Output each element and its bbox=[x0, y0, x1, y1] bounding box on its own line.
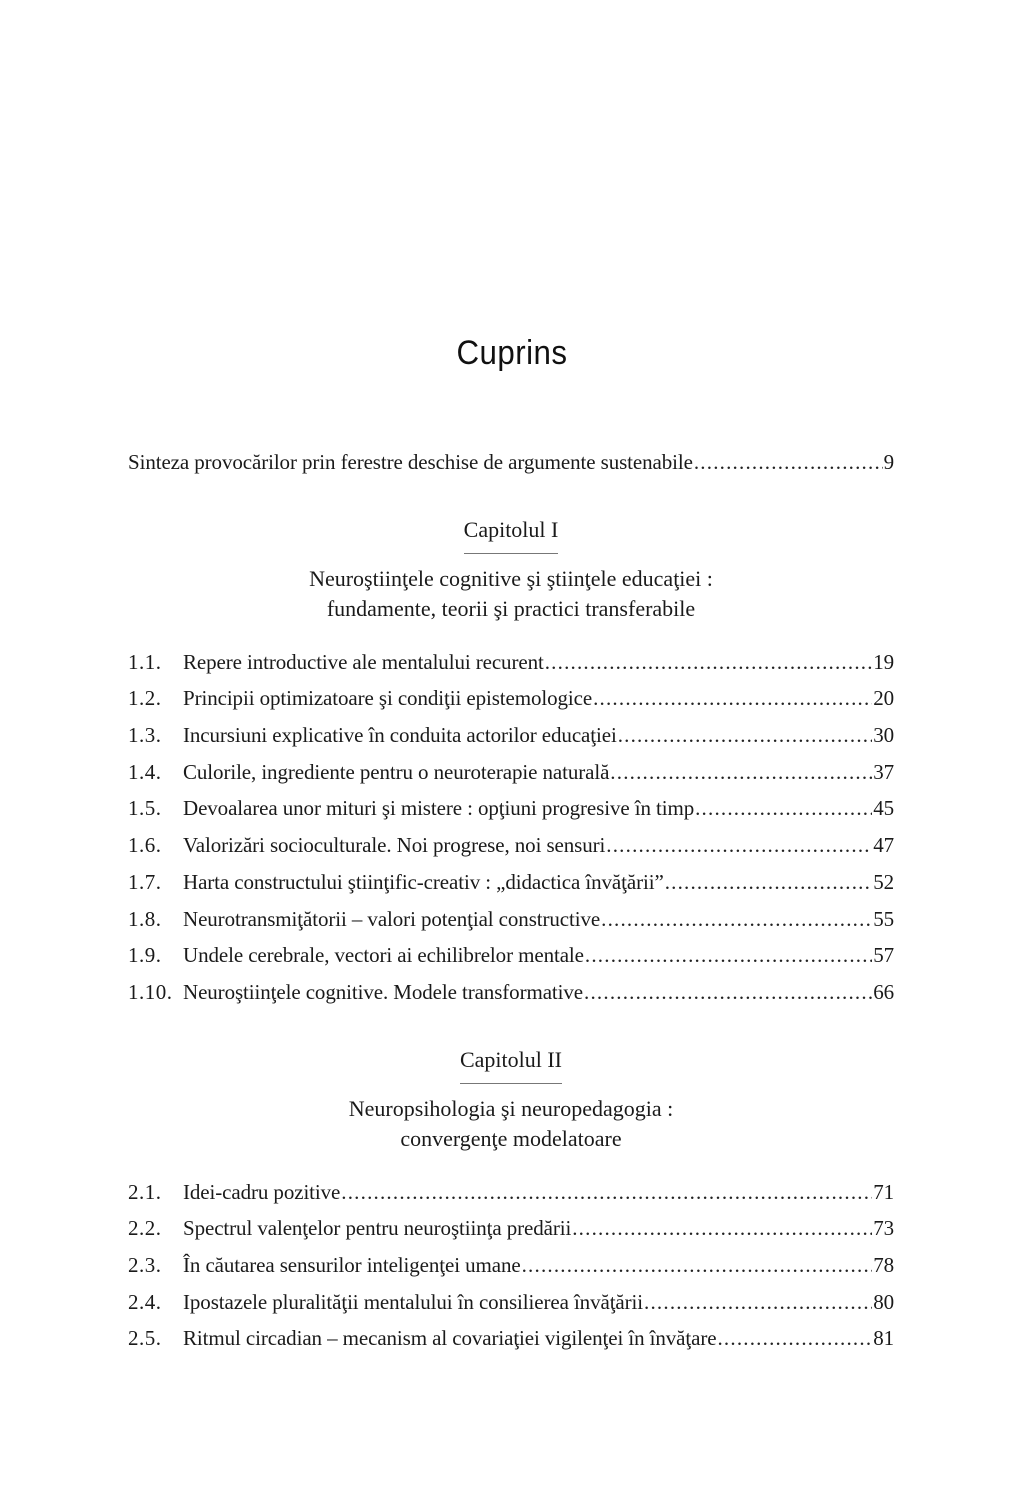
section-number: 1.10. bbox=[128, 979, 173, 1004]
toc-entry[interactable] bbox=[128, 680, 894, 717]
section-page-number: 73 bbox=[873, 1216, 894, 1241]
section-title: Undele cerebrale, vectori ai echilibrelor mentale bbox=[183, 943, 584, 968]
dot-leader bbox=[610, 754, 872, 791]
section-page-number: 78 bbox=[873, 1252, 894, 1277]
section-title: Neurotransmiţătorii – valori potenţial constructive bbox=[183, 906, 601, 931]
toc-entry[interactable] bbox=[128, 717, 894, 754]
section-page-number: 81 bbox=[873, 1326, 894, 1351]
dot-leader bbox=[572, 1210, 872, 1247]
entry-page-number: 9 bbox=[883, 450, 894, 474]
section-page-number: 57 bbox=[873, 943, 894, 968]
section-number: 1.3. bbox=[128, 723, 162, 748]
chapter-heading bbox=[128, 1045, 894, 1154]
dot-leader bbox=[593, 680, 872, 717]
section-list-chapter-2 bbox=[128, 1174, 894, 1357]
section-page-number: 30 bbox=[873, 723, 894, 748]
section-number: 1.1. bbox=[128, 649, 162, 674]
dot-leader bbox=[644, 1284, 872, 1321]
section-number: 1.6. bbox=[128, 833, 162, 858]
section-number: 2.2. bbox=[128, 1216, 162, 1241]
section-title: Neuroştiinţele cognitive. Modele transformative bbox=[183, 979, 584, 1004]
section-number: 1.2. bbox=[128, 686, 162, 711]
section-page-number: 19 bbox=[873, 649, 894, 674]
chapter-label: Capitolul I bbox=[464, 515, 559, 554]
section-page-number: 55 bbox=[873, 906, 894, 931]
section-number: 2.3. bbox=[128, 1252, 162, 1277]
chapter-title-line2: convergenţe modelatoare bbox=[400, 1125, 622, 1151]
section-title: Principii optimizatoare şi condiţii epistemologice bbox=[183, 686, 593, 711]
section-title: Spectrul valenţelor pentru neuroştiinţa predării bbox=[183, 1216, 572, 1241]
page-title: Cuprins bbox=[456, 334, 568, 372]
section-title: În căutarea sensurilor inteligenţei umane bbox=[183, 1252, 521, 1277]
dot-leader bbox=[585, 937, 872, 974]
chapter-title-line1: Neuroştiinţele cognitive şi ştiinţele educaţiei : bbox=[309, 565, 713, 591]
toc-entry-intro[interactable] bbox=[128, 444, 894, 481]
dot-leader bbox=[695, 790, 872, 827]
toc-entry[interactable] bbox=[128, 1247, 894, 1284]
toc-entry[interactable] bbox=[128, 1210, 894, 1247]
toc-entry[interactable] bbox=[128, 827, 894, 864]
section-page-number: 47 bbox=[873, 833, 894, 858]
dot-leader bbox=[717, 1320, 872, 1357]
toc-entry[interactable] bbox=[128, 1320, 894, 1357]
section-page-number: 20 bbox=[873, 686, 894, 711]
table-of-contents bbox=[128, 444, 894, 1357]
toc-entry[interactable] bbox=[128, 1284, 894, 1321]
dot-leader bbox=[694, 444, 883, 481]
dot-leader bbox=[584, 974, 872, 1011]
section-number: 1.8. bbox=[128, 906, 162, 931]
section-list-chapter-1 bbox=[128, 644, 894, 1011]
section-number: 1.4. bbox=[128, 759, 162, 784]
section-number: 1.9. bbox=[128, 943, 162, 968]
section-number: 1.5. bbox=[128, 796, 162, 821]
section-page-number: 52 bbox=[873, 869, 894, 894]
chapter-title-line1: Neuropsihologia şi neuropedagogia : bbox=[348, 1095, 674, 1121]
section-number: 2.4. bbox=[128, 1289, 162, 1314]
dot-leader bbox=[606, 827, 872, 864]
section-title: Harta constructului ştiinţific-creativ : „didactica învăţării” bbox=[183, 869, 664, 894]
section-title: Valorizări socioculturale. Noi progrese, noi sensuri bbox=[183, 833, 606, 858]
entry-title: Sinteza provocărilor prin ferestre deschise de argumente sustenabile bbox=[128, 450, 693, 474]
section-number: 2.1. bbox=[128, 1179, 162, 1204]
toc-entry[interactable] bbox=[128, 974, 894, 1011]
section-title: Incursiuni explicative în conduita actorilor educaţiei bbox=[183, 723, 617, 748]
toc-entry[interactable] bbox=[128, 937, 894, 974]
toc-entry[interactable] bbox=[128, 754, 894, 791]
section-page-number: 71 bbox=[873, 1179, 894, 1204]
toc-entry[interactable] bbox=[128, 901, 894, 938]
toc-entry[interactable] bbox=[128, 790, 894, 827]
section-title: Ritmul circadian – mecanism al covariaţiei vigilenţei în învăţare bbox=[183, 1326, 717, 1351]
chapter-title-line2: fundamente, teorii şi practici transferabile bbox=[326, 595, 696, 621]
section-page-number: 80 bbox=[873, 1289, 894, 1314]
section-title: Culorile, ingrediente pentru o neuroterapie naturală bbox=[183, 759, 610, 784]
section-number: 1.7. bbox=[128, 869, 162, 894]
dot-leader bbox=[522, 1247, 873, 1284]
section-title: Repere introductive ale mentalului recurent bbox=[183, 649, 544, 674]
section-title: Devoalarea unor mituri şi mistere : opţiuni progresive în timp bbox=[183, 796, 695, 821]
toc-entry[interactable] bbox=[128, 644, 894, 681]
dot-leader bbox=[665, 864, 873, 901]
toc-entry[interactable] bbox=[128, 864, 894, 901]
section-number: 2.5. bbox=[128, 1326, 162, 1351]
toc-entry[interactable] bbox=[128, 1174, 894, 1211]
section-page-number: 45 bbox=[873, 796, 894, 821]
dot-leader bbox=[341, 1174, 872, 1211]
chapter-heading bbox=[128, 515, 894, 624]
section-title: Ipostazele pluralităţii mentalului în consilierea învăţării bbox=[183, 1289, 644, 1314]
dot-leader bbox=[545, 644, 872, 681]
section-title: Idei-cadru pozitive bbox=[183, 1179, 341, 1204]
section-page-number: 66 bbox=[873, 979, 894, 1004]
chapter-label: Capitolul II bbox=[460, 1045, 562, 1084]
dot-leader bbox=[618, 717, 873, 754]
dot-leader bbox=[601, 901, 872, 938]
section-page-number: 37 bbox=[873, 759, 894, 784]
